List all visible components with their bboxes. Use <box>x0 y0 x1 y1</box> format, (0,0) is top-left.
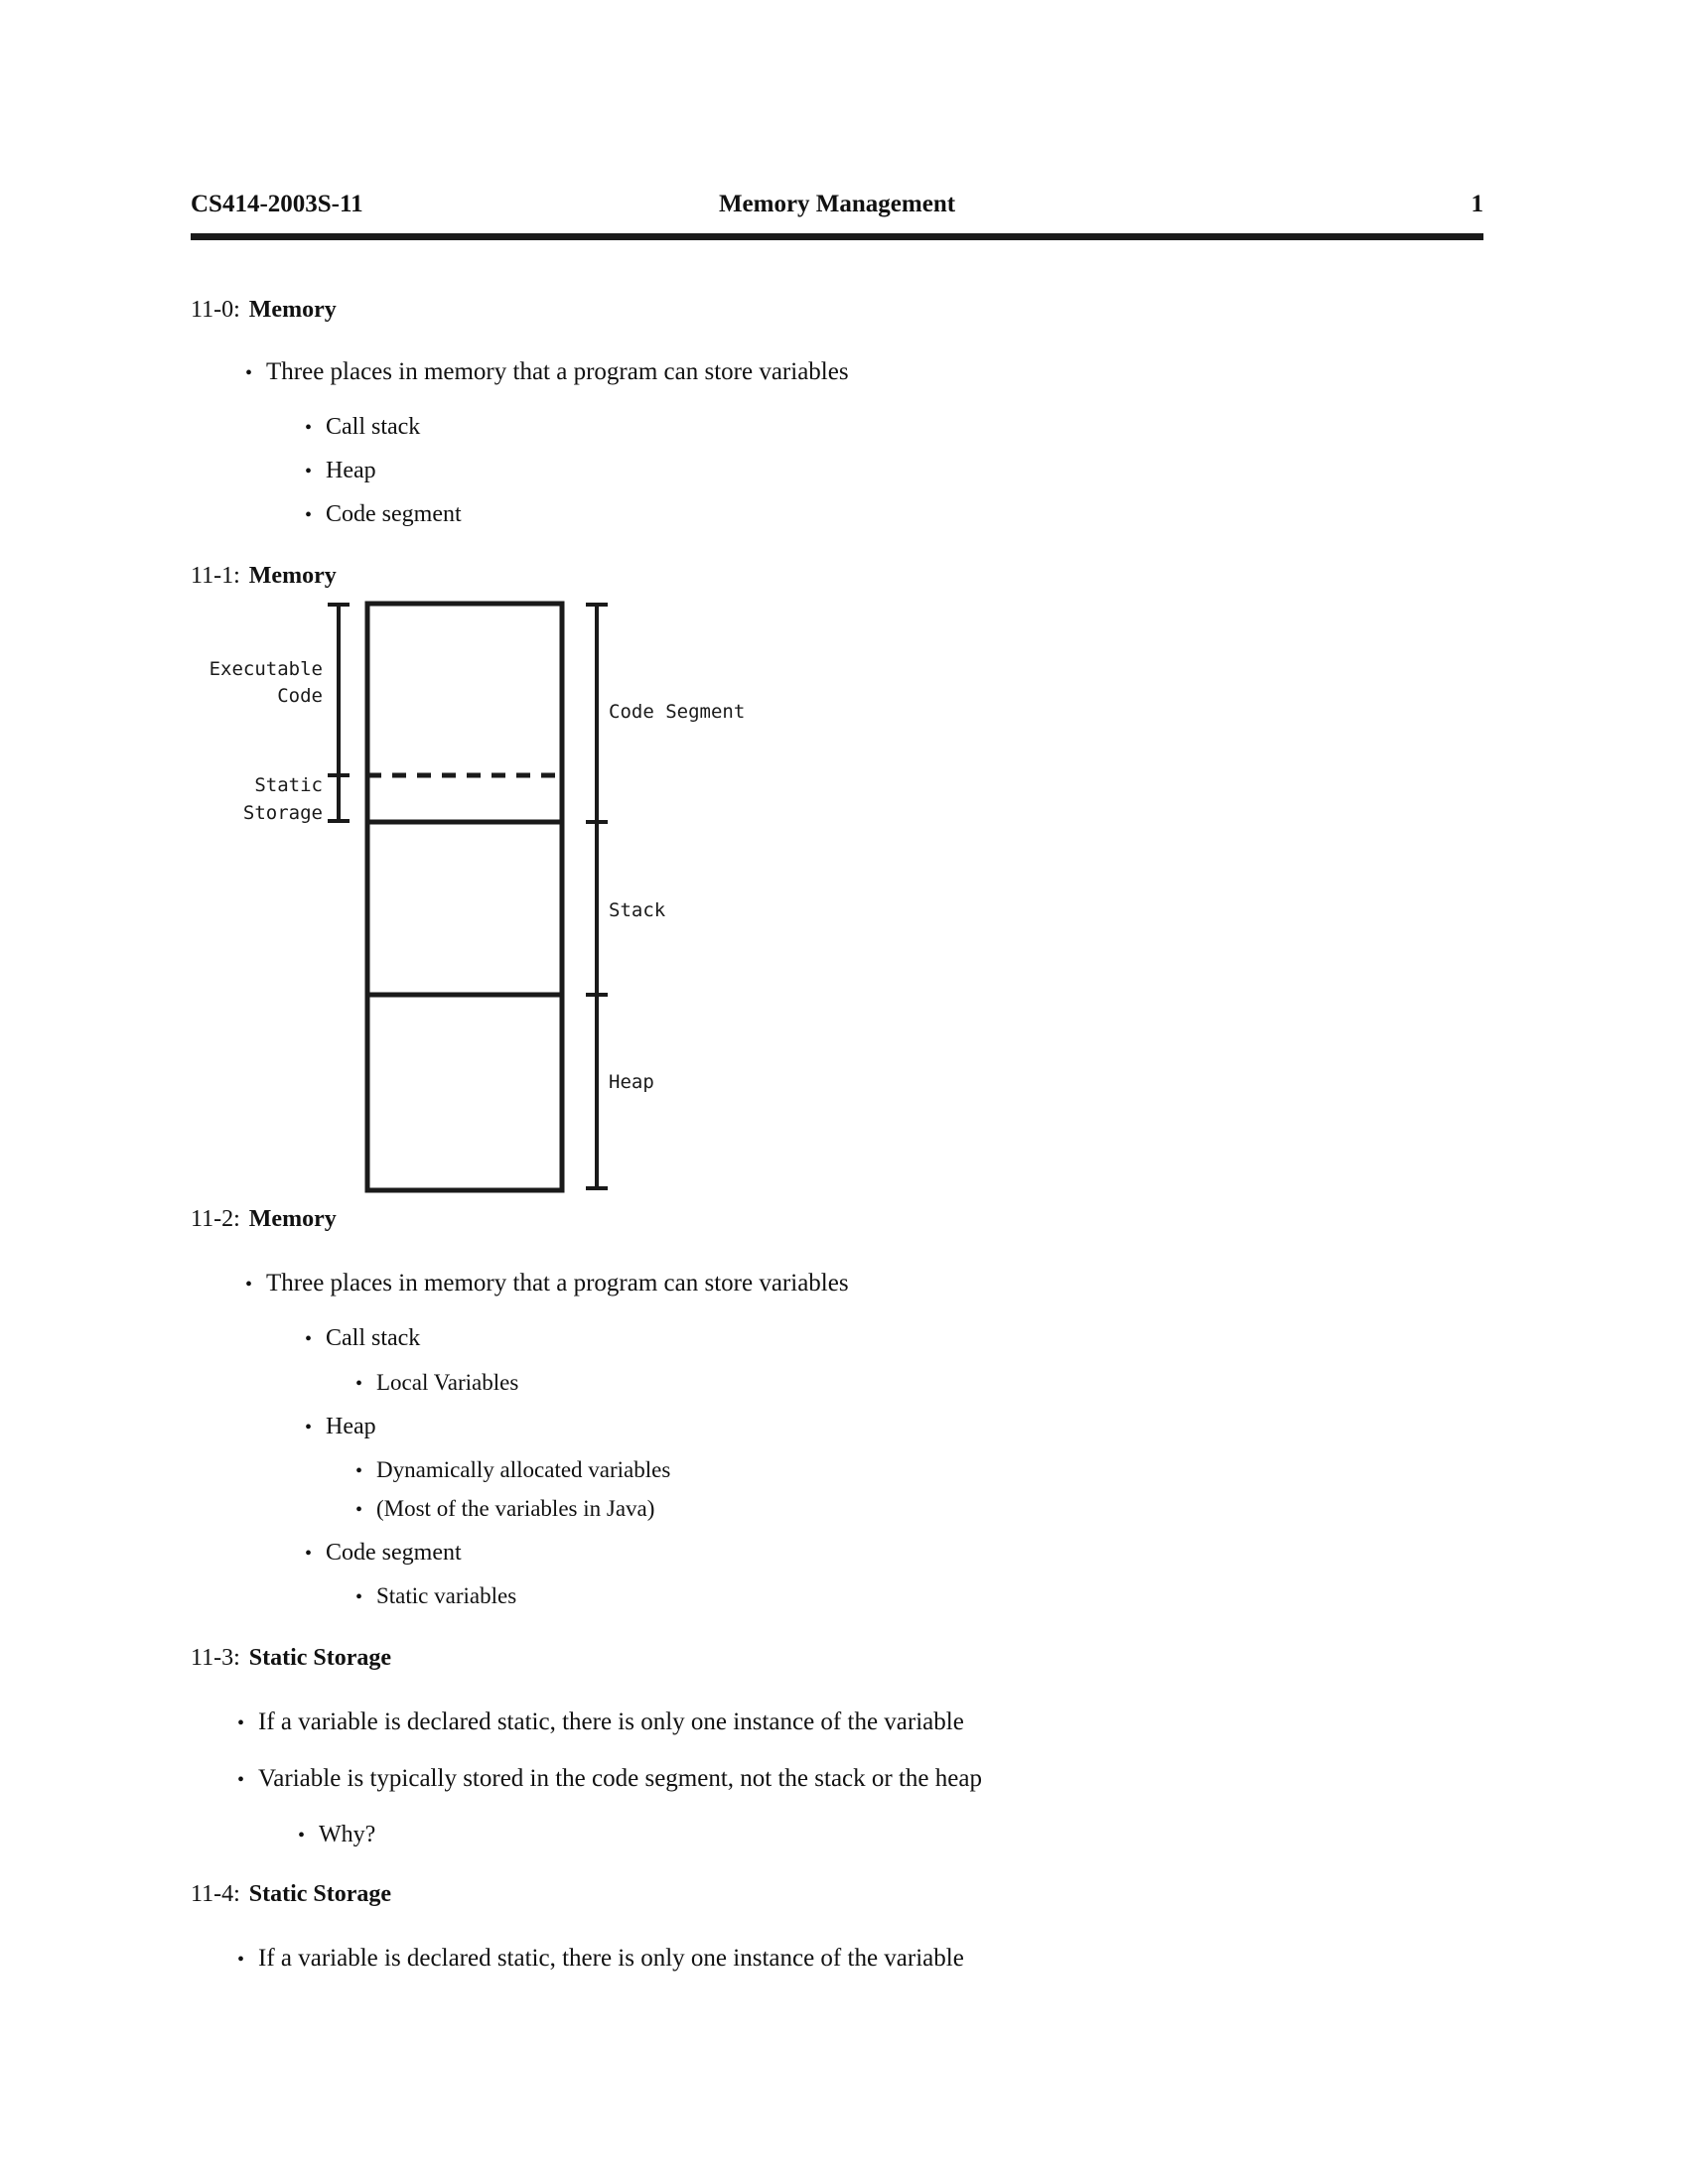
slide-heading-11-0 <box>191 295 337 325</box>
bullet-text: Variable is typically stored in the code segment, not the stack or the heap <box>258 1765 982 1792</box>
memory-box-outline <box>367 604 562 1190</box>
bullet-dot-icon: • <box>355 1499 363 1521</box>
slide-number-11-1: 11-1: <box>191 563 240 589</box>
bullet-dot-icon: • <box>305 1417 313 1438</box>
bullet-item <box>245 357 849 388</box>
header-title: Memory Management <box>718 191 956 217</box>
bullet-item <box>237 1707 964 1738</box>
slide-title-11-1: Memory <box>248 563 337 589</box>
bullet-item <box>245 1269 849 1299</box>
label-code-segment: Code Segment <box>609 701 746 723</box>
bullet-dot-icon: • <box>355 1460 363 1482</box>
bullet-item <box>305 1412 376 1442</box>
bullet-dot-icon: • <box>245 1274 253 1296</box>
bullet-dot-icon: • <box>305 417 313 439</box>
label-heap: Heap <box>609 1071 654 1093</box>
page-header <box>191 189 1483 228</box>
bullet-text: Local Variables <box>376 1370 519 1395</box>
bullet-text: Three places in memory that a program can store variables <box>266 358 849 385</box>
bullet-text: Dynamically allocated variables <box>376 1457 671 1482</box>
slide-heading-11-1 <box>191 561 337 591</box>
bullet-text: Code segment <box>326 1540 462 1566</box>
bullet-text: Heap <box>326 1414 376 1439</box>
bullet-dot-icon: • <box>237 1949 245 1971</box>
bullet-text: Code segment <box>326 501 462 527</box>
bullet-dot-icon: • <box>305 461 313 482</box>
bullet-dot-icon: • <box>237 1769 245 1791</box>
slide-heading-11-2 <box>191 1204 337 1234</box>
bullet-item <box>355 1494 654 1525</box>
bullet-item <box>305 1323 420 1354</box>
bullet-text: Three places in memory that a program can store variables <box>266 1270 849 1297</box>
bullet-dot-icon: • <box>298 1825 306 1846</box>
bullet-dot-icon: • <box>305 1328 313 1350</box>
header-course-code: CS414-2003S-11 <box>191 191 363 217</box>
label-static-storage-line2: Storage <box>242 802 323 824</box>
slide-title-11-4: Static Storage <box>248 1881 392 1907</box>
bullet-text: (Most of the variables in Java) <box>376 1496 655 1521</box>
slide-title-11-3: Static Storage <box>248 1645 392 1671</box>
bullet-text: If a variable is declared static, there is only one instance of the variable <box>258 1708 964 1735</box>
bullet-dot-icon: • <box>245 362 253 384</box>
slide-title-11-2: Memory <box>248 1206 337 1232</box>
bullet-text: Call stack <box>326 414 421 440</box>
bullet-dot-icon: • <box>305 504 313 526</box>
slide-number-11-0: 11-0: <box>191 297 240 323</box>
bullet-dot-icon: • <box>305 1543 313 1565</box>
label-executable-code-line1: Executable <box>209 658 323 680</box>
slide-number-11-3: 11-3: <box>191 1645 240 1671</box>
bullet-item <box>355 1455 670 1486</box>
slide-number-11-4: 11-4: <box>191 1881 240 1907</box>
bullet-item <box>305 412 420 443</box>
bullet-item <box>305 499 462 530</box>
bullet-item <box>237 1944 964 1975</box>
bullet-text: If a variable is declared static, there is only one instance of the variable <box>258 1945 964 1972</box>
bullet-text: Static variables <box>376 1583 517 1608</box>
bullet-text: Heap <box>326 458 376 483</box>
slide-title-11-0: Memory <box>248 297 337 323</box>
header-page-number: 1 <box>1471 191 1483 217</box>
slide-number-11-2: 11-2: <box>191 1206 240 1232</box>
slide-heading-11-4 <box>191 1879 391 1909</box>
label-executable-code-line2: Code <box>277 685 323 707</box>
label-stack: Stack <box>609 899 666 921</box>
bullet-dot-icon: • <box>355 1373 363 1395</box>
slide-heading-11-3 <box>191 1643 391 1673</box>
bullet-item <box>237 1764 982 1795</box>
bullet-item <box>305 456 376 486</box>
bullet-text: Call stack <box>326 1325 421 1351</box>
label-static-storage-line1: Static <box>254 774 323 796</box>
bullet-item <box>355 1581 516 1612</box>
bullet-item <box>298 1820 375 1850</box>
bullet-item <box>355 1368 518 1399</box>
bullet-dot-icon: • <box>355 1586 363 1608</box>
bullet-dot-icon: • <box>237 1712 245 1734</box>
header-divider-rule <box>191 233 1483 240</box>
bullet-item <box>305 1538 462 1569</box>
bullet-text: Why? <box>319 1822 376 1847</box>
